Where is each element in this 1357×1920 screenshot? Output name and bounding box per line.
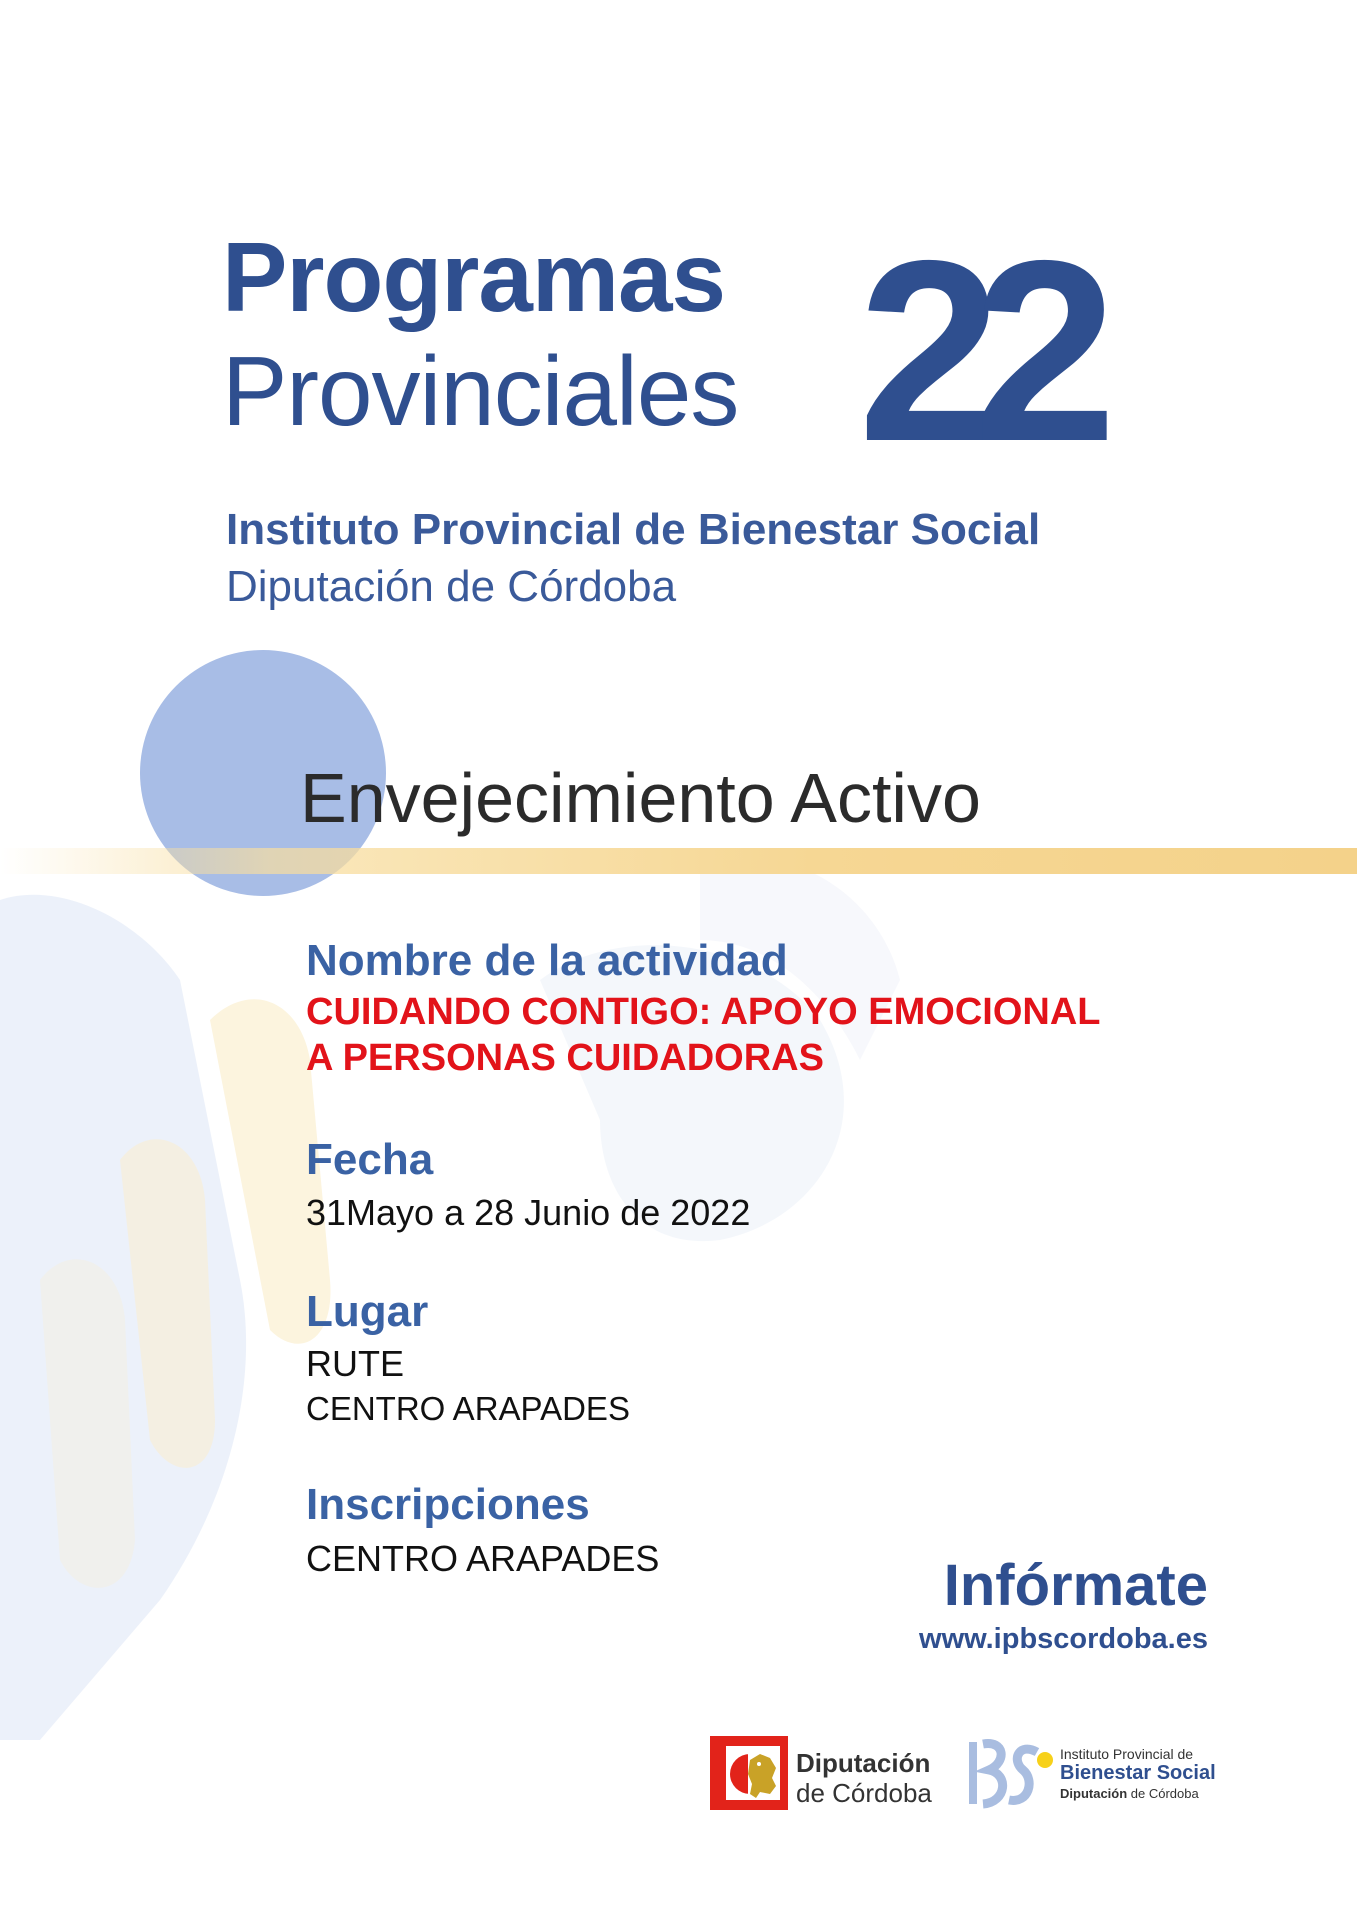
ipbs-logo-line3 <box>1060 1786 1199 1801</box>
date-label: Fecha <box>306 1135 434 1184</box>
title-line1: Programas <box>222 222 726 332</box>
ipbs-emblem-icon <box>965 1736 1057 1810</box>
website-link[interactable]: www.ipbscordoba.es <box>919 1623 1208 1655</box>
place-line1: RUTE <box>306 1343 404 1384</box>
ipbs-logo-line3-bold: Diputación <box>1060 1786 1128 1801</box>
decorative-gold-band <box>0 848 1357 874</box>
diputacion-logo-line2: de Córdoba <box>796 1778 932 1808</box>
registration-label: Inscripciones <box>306 1480 590 1529</box>
place-label: Lugar <box>306 1287 429 1336</box>
ipbs-logo <box>965 1736 1215 1810</box>
activity-name-line2: A PERSONAS CUIDADORAS <box>306 1037 824 1079</box>
section-title: Envejecimiento Activo <box>300 759 981 837</box>
organization-name: Diputación de Córdoba <box>226 562 677 611</box>
diputacion-logo <box>710 1736 940 1810</box>
title-line2: Provinciales <box>222 336 739 446</box>
registration-value: CENTRO ARAPADES <box>306 1538 660 1579</box>
ipbs-logo-line1: Instituto Provincial de <box>1060 1746 1194 1762</box>
ipbs-logo-line3-rest: de Córdoba <box>1127 1786 1199 1801</box>
year-number: 22 <box>858 206 1089 495</box>
ipbs-logo-line2: Bienestar Social <box>1060 1762 1216 1784</box>
diputacion-logo-line1: Diputación <box>796 1748 931 1778</box>
activity-name-line1: CUIDANDO CONTIGO: APOYO EMOCIONAL <box>306 991 1101 1033</box>
institute-name: Instituto Provincial de Bienestar Social <box>226 505 1041 554</box>
activity-label: Nombre de la actividad <box>306 936 788 985</box>
place-line2: CENTRO ARAPADES <box>306 1390 630 1427</box>
diputacion-emblem-icon <box>710 1736 788 1810</box>
date-value: 31Mayo a 28 Junio de 2022 <box>306 1192 751 1233</box>
informate-heading: Infórmate <box>943 1553 1208 1618</box>
